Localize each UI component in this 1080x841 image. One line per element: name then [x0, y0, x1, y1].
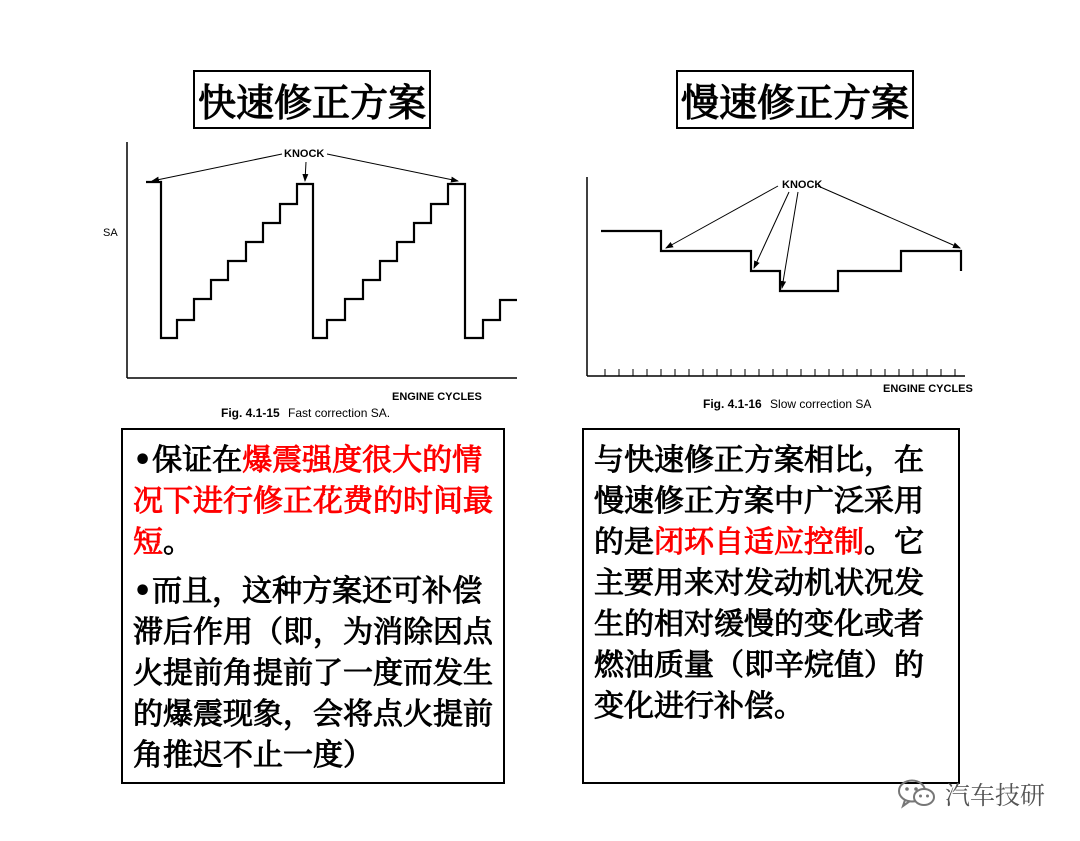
slow-p-highlight: 闭环自适应控制	[654, 525, 864, 560]
fast-knock-arrow-right	[327, 154, 458, 181]
slow-knock-arrow-4	[818, 186, 960, 248]
fast-knock-arrow-mid	[305, 162, 306, 181]
fast-p1-lead: •保证在	[133, 443, 243, 478]
fast-paragraph-2: •而且，这种方案还可补偿滞后作用（即，为消除因点火提前角提前了一度而发生的爆震现象，会将点火提前角推迟不止一度）	[133, 574, 493, 773]
slow-caption	[703, 397, 871, 411]
fast-caption	[221, 406, 390, 420]
fast-correction-description	[121, 428, 505, 784]
fast-correction-chart	[103, 142, 517, 420]
slow-correction-description	[582, 428, 960, 784]
fast-knock-label: KNOCK	[284, 148, 325, 160]
fast-y-label: SA	[103, 227, 118, 239]
fast-knock-arrow-left	[152, 154, 282, 181]
slow-x-label: ENGINE CYCLES	[883, 383, 973, 395]
slow-correction-title: 慢速修正方案	[676, 70, 914, 129]
slow-x-ticks	[605, 369, 955, 376]
fast-p1-end: 。	[163, 525, 193, 560]
slow-caption-number: Fig. 4.1-16	[703, 397, 762, 411]
fast-x-label: ENGINE CYCLES	[392, 391, 482, 403]
watermark	[897, 776, 1045, 812]
slow-knock-arrow-2	[754, 192, 789, 268]
slow-paragraph	[594, 440, 952, 727]
slow-p-end: 。它主要用来对发动机状况发生的相对缓慢的变化或者燃油质量（即辛烷值）的变化进行补偿。	[594, 525, 924, 724]
slow-knock-arrow-3	[782, 192, 798, 288]
watermark-text: 汽车技研	[945, 781, 1046, 810]
wechat-icon	[897, 778, 937, 810]
slow-caption-text: Slow correction SA	[770, 397, 872, 411]
fast-correction-title: 快速修正方案	[193, 70, 431, 129]
slow-knock-arrow-1	[666, 186, 778, 248]
fast-caption-text: Fast correction SA.	[288, 406, 391, 420]
slow-sa-curve	[601, 231, 961, 291]
fast-sa-curve	[146, 182, 517, 338]
slow-knock-label: KNOCK	[782, 179, 823, 191]
fast-p1-highlight: 爆震强度很大的情况下进行修正花费的时间最短	[133, 443, 493, 560]
fast-caption-number: Fig. 4.1-15	[221, 406, 280, 420]
fast-paragraph-1	[133, 440, 497, 563]
slow-correction-chart	[587, 177, 973, 411]
slow-p-start: 与快速修正方案相比，在慢速修正方案中广泛采用的是	[594, 443, 924, 560]
